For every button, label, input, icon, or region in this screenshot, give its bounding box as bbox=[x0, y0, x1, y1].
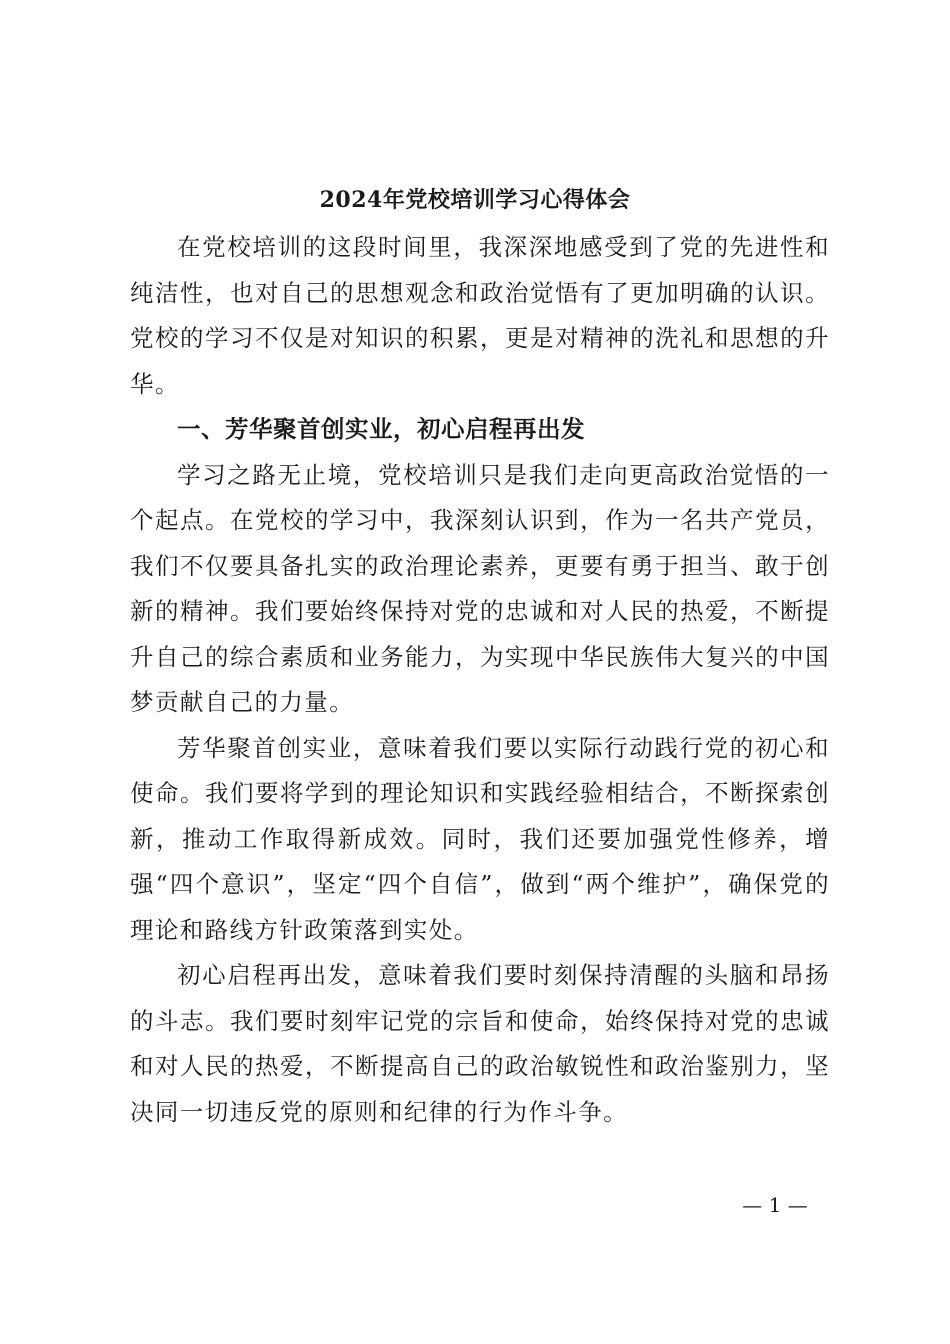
document-title: 2024年党校培训学习心得体会 bbox=[319, 187, 631, 213]
section-heading: 一、芳华聚首创实业，初心启程再出发 bbox=[177, 415, 585, 443]
page-number: — 1 — bbox=[742, 1193, 808, 1217]
body-paragraph-3: 初心启程再出发，意味着我们要时刻保持清醒的头脑和昂扬的斗志。我们要时刻牢记党的宗旨和使命，始终保持对党的忠诚和对人民的热爱，不断提高自己的政治敏锐性和政治鉴别力，坚决同一切违反党的原则和纪律的行为作斗争。 bbox=[130, 961, 830, 1126]
document-body bbox=[130, 225, 830, 1135]
body-paragraph-1: 学习之路无止境，党校培训只是我们走向更高政治觉悟的一个起点。在党校的学习中，我深刻认识到，作为一名共产党员，我们不仅要具备扎实的政治理论素养，更要有勇于担当、敢于创新的精神。我们要始终保持对党的忠诚和对人民的热爱，不断提升自己的综合素质和业务能力，为实现中华民族伟大复兴的中国梦贡献自己的力量。 bbox=[130, 460, 830, 716]
intro-paragraph: 在党校培训的这段时间里，我深深地感受到了党的先进性和纯洁性，也对自己的思想观念和政治觉悟有了更加明确的认识。党校的学习不仅是对知识的积累，更是对精神的洗礼和思想的升华。 bbox=[130, 233, 830, 398]
body-paragraph-2: 芳华聚首创实业，意味着我们要以实际行动践行党的初心和使命。我们要将学到的理论知识和实践经验相结合，不断探索创新，推动工作取得新成效。同时，我们还要加强党性修养，增强“四个意识”，坚定“四个自信”，做到“两个维护”，确保党的理论和路线方针政策落到实处。 bbox=[130, 733, 830, 944]
